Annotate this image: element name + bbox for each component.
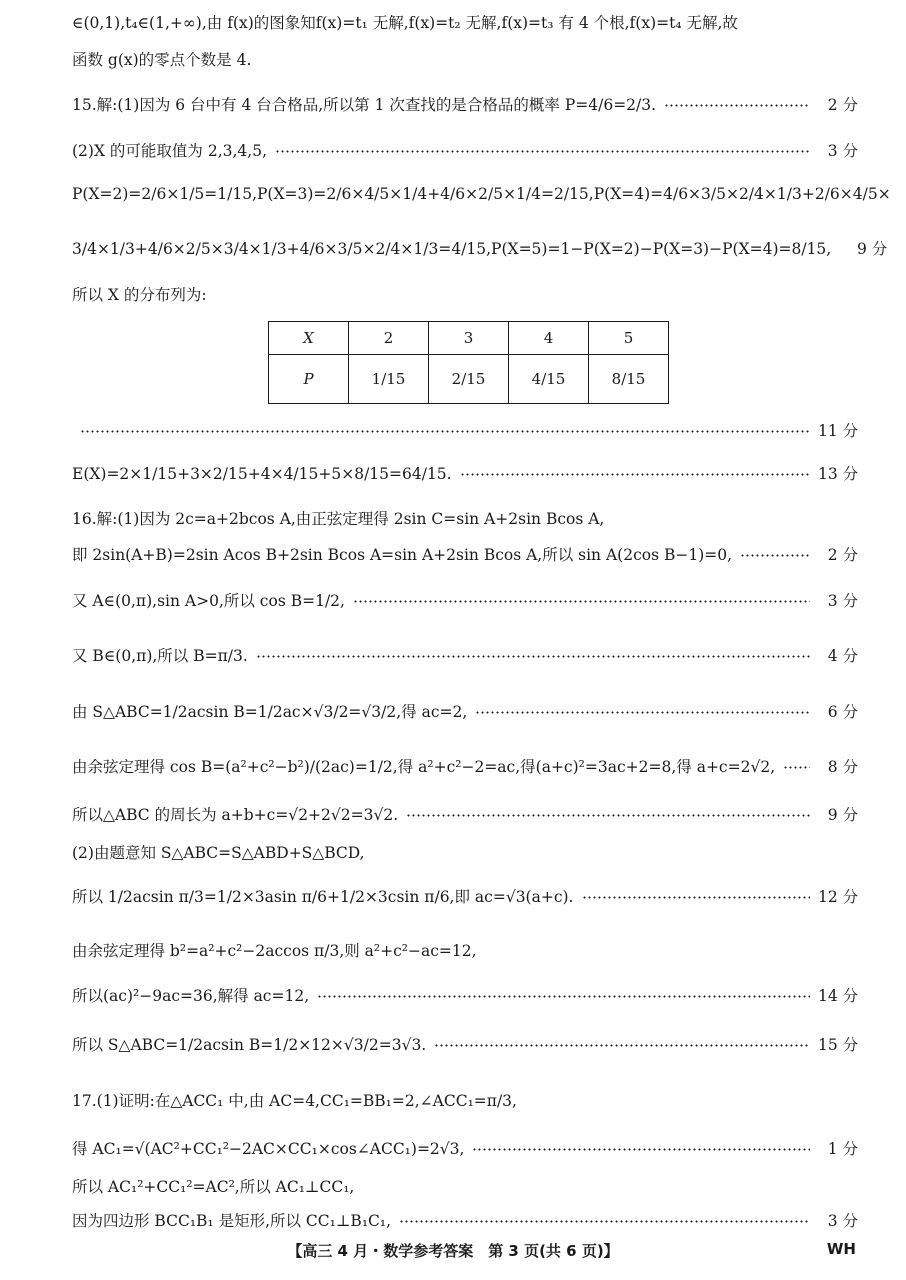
leader-dots xyxy=(406,814,810,817)
line-9: 16.解:(1)因为 2c=a+2bcos A,由正弦定理得 2sin C=sin A+2sin Bcos A, xyxy=(72,510,605,528)
score: 9 分 xyxy=(827,806,858,824)
score: 2 分 xyxy=(827,96,858,114)
table-cell: P xyxy=(269,355,349,404)
line-8: E(X)=2×1/15+3×2/15+4×4/15+5×8/15=64/15. 13 分 xyxy=(72,465,859,483)
leader-dots xyxy=(80,430,810,433)
leader-dots xyxy=(353,600,810,603)
line-19: 所以(ac)²−9ac=36,解得 ac=12, 14 分 xyxy=(72,987,859,1005)
score: 4 分 xyxy=(827,647,858,665)
line-0: ∈(0,1),t₄∈(1,+∞),由 f(x)的图象知f(x)=t₁ 无解,f(x)=t₂ 无解,f(x)=t₃ 有 4 个根,f(x)=t₄ 无解,故 xyxy=(72,14,738,32)
score: 15 分 xyxy=(818,1036,859,1054)
table-cell: 4 xyxy=(509,322,589,355)
score: 8 分 xyxy=(827,758,858,776)
leader-dots xyxy=(434,1044,810,1047)
score: 3 分 xyxy=(827,1212,858,1230)
leader-dots xyxy=(317,995,810,998)
leader-dots xyxy=(256,655,810,658)
score: 11 分 xyxy=(818,422,859,440)
table-cell: 1/15 xyxy=(349,355,429,404)
line-12: 又 B∈(0,π),所以 B=π/3. 4 分 xyxy=(72,647,858,665)
table-cell: X xyxy=(269,322,349,355)
line-20: 所以 S△ABC=1/2acsin B=1/2×12×√3/2=3√3. 15 分 xyxy=(72,1036,859,1054)
leader-dots xyxy=(460,473,810,476)
line-15: 所以△ABC 的周长为 a+b+c=√2+2√2=3√2. 9 分 xyxy=(72,806,858,824)
line-24: 因为四边形 BCC₁B₁ 是矩形,所以 CC₁⊥B₁C₁, 3 分 xyxy=(72,1212,858,1230)
leader-dots xyxy=(472,1148,810,1151)
distribution-table xyxy=(268,321,669,404)
line-18: 由余弦定理得 b²=a²+c²−2accos π/3,则 a²+c²−ac=12, xyxy=(72,942,477,960)
table-cell: 2 xyxy=(349,322,429,355)
line-21: 17.(1)证明:在△ACC₁ 中,由 AC=4,CC₁=BB₁=2,∠ACC₁=π/3, xyxy=(72,1092,517,1110)
line-7 xyxy=(72,420,858,442)
table-cell: 5 xyxy=(589,322,669,355)
line-16: (2)由题意知 S△ABC=S△ABD+S△BCD, xyxy=(72,844,365,862)
score: 2 分 xyxy=(827,546,858,564)
score: 9 分 xyxy=(856,240,888,258)
line-11: 又 A∈(0,π),sin A>0,所以 cos B=1/2, 3 分 xyxy=(72,592,858,610)
leader-dots xyxy=(399,1220,810,1223)
line-5: 3/4×1/3+4/6×2/5×3/4×1/3+4/6×3/5×2/4×1/3=4/15,P(X=5)=1−P(X=2)−P(X=3)−P(X=4)=8/15, 9 分 xyxy=(72,240,888,258)
line-2: 15.解:(1)因为 6 台中有 4 台合格品,所以第 1 次查找的是合格品的概率 P=4/6=2/3. 2 分 xyxy=(72,96,858,114)
line-1: 函数 g(x)的零点个数是 4. xyxy=(72,51,252,69)
footer-code: WH xyxy=(826,1240,856,1258)
line-23: 所以 AC₁²+CC₁²=AC²,所以 AC₁⊥CC₁, xyxy=(72,1178,355,1196)
table-cell: 8/15 xyxy=(589,355,669,404)
score: 12 分 xyxy=(818,888,859,906)
leader-dots xyxy=(740,554,810,557)
table-cell: 4/15 xyxy=(509,355,589,404)
score: 1 分 xyxy=(827,1140,858,1158)
line-22: 得 AC₁=√(AC²+CC₁²−2AC×CC₁×cos∠ACC₁)=2√3, 1 分 xyxy=(72,1140,858,1158)
line-10: 即 2sin(A+B)=2sin Acos B+2sin Bcos A=sin A+2sin Bcos A,所以 sin A(2cos B−1)=0, 2 分 xyxy=(72,546,858,564)
line-6: 所以 X 的分布列为: xyxy=(72,286,207,304)
table-cell: 3 xyxy=(429,322,509,355)
line-4: P(X=2)=2/6×1/5=1/15,P(X=3)=2/6×4/5×1/4+4/6×2/5×1/4=2/15,P(X=4)=4/6×3/5×2/4×1/3+2/6×4/5× xyxy=(72,185,891,203)
leader-dots xyxy=(275,150,810,153)
score: 13 分 xyxy=(818,465,859,483)
leader-dots xyxy=(783,766,810,769)
line-13: 由 S△ABC=1/2acsin B=1/2ac×√3/2=√3/2,得 ac=2, 6 分 xyxy=(72,703,858,721)
score: 3 分 xyxy=(827,142,858,160)
leader-dots xyxy=(664,104,810,107)
score: 3 分 xyxy=(827,592,858,610)
footer-title: 【高三 4 月・数学参考答案 第 3 页(共 6 页)】 xyxy=(287,1242,619,1260)
line-14: 由余弦定理得 cos B=(a²+c²−b²)/(2ac)=1/2,得 a²+c²−2=ac,得(a+c)²=3ac+2=8,得 a+c=2√2, 8 分 xyxy=(72,758,858,776)
line-3: (2)X 的可能取值为 2,3,4,5, 3 分 xyxy=(72,142,858,160)
score: 6 分 xyxy=(827,703,858,721)
line-17: 所以 1/2acsin π/3=1/2×3asin π/6+1/2×3csin π/6,即 ac=√3(a+c). 12 分 xyxy=(72,888,859,906)
score: 14 分 xyxy=(818,987,859,1005)
leader-dots xyxy=(582,896,811,899)
leader-dots xyxy=(475,711,810,714)
table-cell: 2/15 xyxy=(429,355,509,404)
